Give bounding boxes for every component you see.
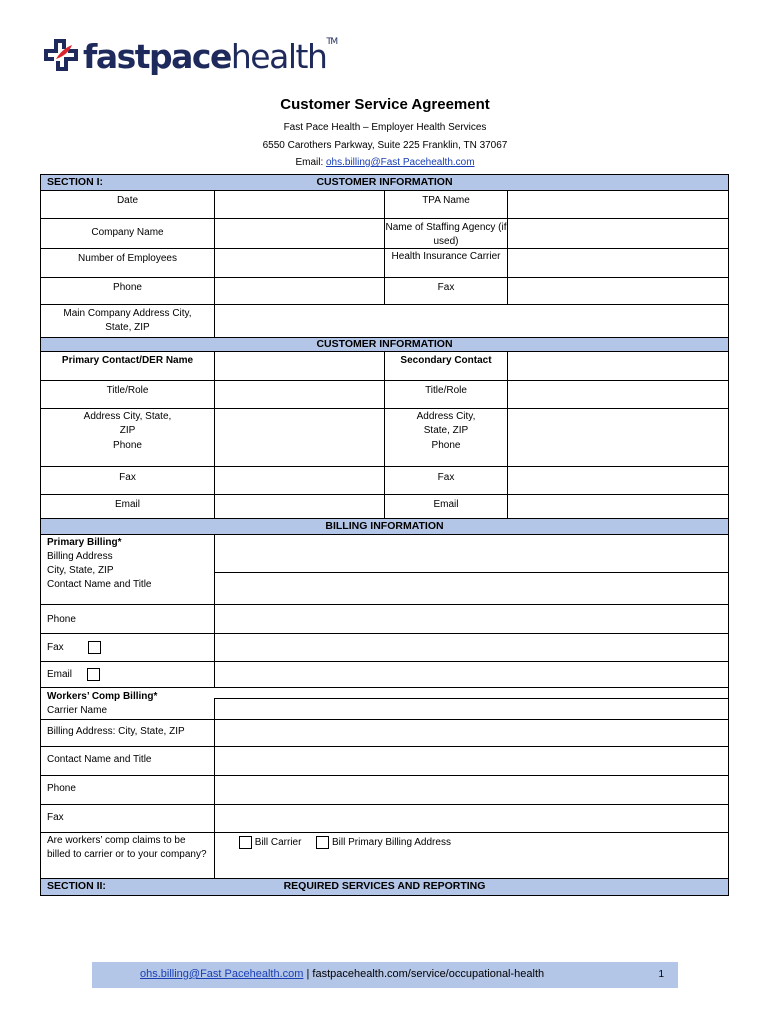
document-title: Customer Service Agreement — [280, 96, 490, 113]
label-primary-email: Email — [114, 499, 140, 510]
label-date: Date — [116, 195, 139, 206]
row-contacts — [41, 352, 728, 381]
label-wc-billing-address: Billing Address: City, State, ZIP — [47, 726, 185, 737]
footer-email-link[interactable]: ohs.billing@Fast Pacehealth.com — [140, 968, 304, 980]
input-primary-email[interactable] — [214, 495, 384, 518]
input-billing-address[interactable] — [214, 534, 728, 573]
input-wc-fax[interactable] — [214, 805, 728, 832]
label-tpa-name: TPA Name — [384, 191, 507, 218]
label-wc-phone: Phone — [47, 783, 76, 794]
brand-wordmark: fastpacehealth™ — [83, 36, 337, 76]
row-phone-fax — [41, 278, 728, 305]
input-main-address[interactable] — [214, 305, 728, 337]
input-billing-email[interactable] — [214, 662, 728, 687]
contact-email-line: Email: ohs.billing@Fast Pacehealth.com — [295, 157, 475, 168]
input-billing-fax[interactable] — [214, 634, 728, 661]
section-1-header: SECTION I: CUSTOMER INFORMATION — [41, 175, 728, 191]
email-checkbox[interactable] — [87, 668, 100, 681]
section-2-header: SECTION II: REQUIRED SERVICES AND REPORTING — [41, 879, 728, 895]
row-wc-fax — [41, 805, 728, 833]
label-wc-fax: Fax — [47, 812, 64, 823]
label-workers-comp: Workers’ Comp Billing* — [47, 691, 158, 702]
label-claims-question: Are workers’ comp claims to be billed to carrier or to your company? — [47, 835, 207, 860]
label-primary-contact: Primary Contact/DER Name — [61, 355, 194, 366]
page-number: 1 — [658, 969, 664, 980]
label-company-name: Company Name — [91, 227, 164, 238]
label-bill-primary: Bill Primary Billing Address — [332, 837, 451, 849]
label-secondary-phone: Phone — [431, 440, 461, 451]
label-primary-fax: Fax — [119, 472, 136, 483]
input-secondary-title[interactable] — [507, 381, 728, 408]
label-primary-title: Title/Role — [106, 385, 149, 396]
label-fax: Fax — [384, 278, 507, 304]
input-phone[interactable] — [214, 278, 384, 304]
row-contact-fax — [41, 467, 728, 495]
label-billing-phone: Phone — [47, 614, 76, 625]
input-date[interactable] — [214, 191, 384, 218]
label-main-address: Main Company Address City, State, ZIP — [63, 308, 192, 333]
label-secondary-title: Title/Role — [384, 381, 507, 408]
input-secondary-contact[interactable] — [507, 352, 728, 380]
label-wc-contact: Contact Name and Title — [47, 754, 152, 765]
label-secondary-address: Address City, State, ZIP — [416, 411, 476, 436]
input-num-employees[interactable] — [214, 249, 384, 277]
label-secondary-contact: Secondary Contact — [384, 352, 507, 380]
row-main-address — [41, 305, 728, 338]
footer-website: | fastpacehealth.com/service/occupational-health — [303, 968, 545, 980]
input-secondary-fax[interactable] — [507, 467, 728, 494]
input-wc-phone[interactable] — [214, 776, 728, 804]
page-footer — [92, 962, 678, 988]
row-claims-question — [41, 833, 728, 879]
label-primary-billing: Primary Billing* — [47, 537, 122, 548]
input-health-carrier[interactable] — [507, 249, 728, 277]
label-city-state-zip: City, State, ZIP — [47, 565, 114, 576]
input-carrier-name[interactable] — [214, 698, 728, 719]
customer-info-header: CUSTOMER INFORMATION — [41, 338, 728, 352]
label-secondary-fax: Fax — [384, 467, 507, 494]
input-secondary-address[interactable] — [507, 409, 728, 466]
row-date-tpa — [41, 191, 728, 219]
input-fax[interactable] — [507, 278, 728, 304]
input-billing-contact[interactable] — [214, 573, 728, 604]
label-primary-phone: Phone — [113, 440, 142, 451]
input-primary-fax[interactable] — [214, 467, 384, 494]
input-billing-phone[interactable] — [214, 605, 728, 633]
label-health-carrier: Health Insurance Carrier — [384, 249, 507, 277]
agreement-form — [40, 174, 729, 896]
row-carrier-name — [41, 688, 728, 720]
input-company-name[interactable] — [214, 219, 384, 248]
label-carrier-name: Carrier Name — [47, 705, 108, 716]
email-link[interactable]: ohs.billing@Fast Pacehealth.com — [326, 157, 475, 168]
input-secondary-email[interactable] — [507, 495, 728, 518]
label-staffing-agency: Name of Staffing Agency (if used) — [384, 219, 507, 248]
company-address: 6550 Carothers Parkway, Suite 225 Franklin, TN 37067 — [262, 140, 508, 151]
input-primary-address[interactable] — [214, 409, 384, 466]
row-billing-fax — [41, 634, 728, 662]
label-phone: Phone — [113, 282, 142, 293]
label-billing-address: Billing Address — [47, 551, 113, 562]
row-employees-carrier — [41, 249, 728, 278]
label-billing-contact: Contact Name and Title — [47, 579, 152, 590]
row-billing-address — [41, 535, 728, 605]
row-company-staffing — [41, 219, 728, 249]
label-secondary-email: Email — [384, 495, 507, 518]
input-wc-contact[interactable] — [214, 747, 728, 775]
billing-info-header: BILLING INFORMATION — [41, 519, 728, 535]
row-wc-phone — [41, 776, 728, 805]
row-wc-contact — [41, 747, 728, 776]
document-subtitle: Fast Pace Health – Employer Health Services — [283, 122, 487, 133]
input-staffing-agency[interactable] — [507, 219, 728, 248]
row-wc-billing-address — [41, 720, 728, 747]
row-billing-phone — [41, 605, 728, 634]
row-billing-email — [41, 662, 728, 688]
label-primary-address: Address City, State, ZIP — [83, 411, 172, 436]
row-address-phone — [41, 409, 728, 467]
input-tpa-name[interactable] — [507, 191, 728, 218]
label-num-employees: Number of Employees — [78, 253, 177, 264]
label-bill-carrier: Bill Carrier — [254, 837, 302, 849]
input-primary-title[interactable] — [214, 381, 384, 408]
row-contact-email — [41, 495, 728, 519]
row-title-role — [41, 381, 728, 409]
label-billing-email: Email — [47, 669, 73, 681]
fax-checkbox[interactable] — [88, 641, 101, 654]
input-primary-contact[interactable] — [214, 352, 384, 380]
medical-cross-icon — [42, 37, 80, 75]
bill-primary-checkbox[interactable] — [316, 836, 329, 849]
input-wc-billing-address[interactable] — [214, 720, 728, 746]
fastpace-logo — [42, 36, 337, 76]
bill-carrier-checkbox[interactable] — [239, 836, 252, 849]
label-billing-fax: Fax — [47, 642, 64, 654]
